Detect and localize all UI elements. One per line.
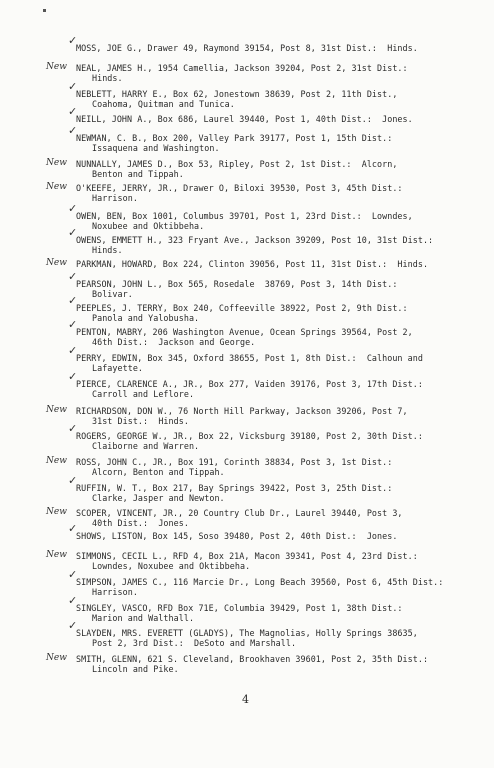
check-mark-icon: ✓ [68,522,78,535]
check-mark-icon: ✓ [68,474,78,487]
entry-name-line: SHOWS, LISTON, Box 145, Soso 39480, Post 2, 40th Dist.: Jones. [76,531,398,541]
entry-name-line: NEWMAN, C. B., Box 200, Valley Park 39177, Post 1, 15th Dist.: [76,133,393,143]
check-mark-icon: ✓ [68,344,78,357]
check-mark-icon: ✓ [68,124,78,137]
entry-name-line: RUFFIN, W. T., Box 217, Bay Springs 39422, Post 3, 25th Dist.: [76,483,393,493]
entry-name-line: ROSS, JOHN C., JR., Box 191, Corinth 38834, Post 3, 1st Dist.: [76,457,393,467]
entry-continuation-line: 31st Dist.: Hinds. [92,416,189,426]
new-annotation: New [46,258,67,268]
entry-name-line: PIERCE, CLARENCE A., JR., Box 277, Vaiden 39176, Post 3, 17th Dist.: [76,379,423,389]
new-annotation: New [46,507,67,517]
new-annotation: New [46,653,67,663]
entry-name-line: PENTON, MABRY, 206 Washington Avenue, Ocean Springs 39564, Post 2, [76,327,413,337]
entry-continuation-line: Lowndes, Noxubee and Oktibbeha. [92,561,251,571]
entry-name-line: SCOPER, VINCENT, JR., 20 Country Club Dr., Laurel 39440, Post 3, [76,508,403,518]
entry-name-line: NUNNALLY, JAMES D., Box 53, Ripley, Post 2, 1st Dist.: Alcorn, [76,159,398,169]
entry-name-line: NEBLETT, HARRY E., Box 62, Jonestown 38639, Post 2, 11th Dist., [76,89,398,99]
new-annotation: New [46,62,67,72]
entry-name-line: PARKMAN, HOWARD, Box 224, Clinton 39056, Post 11, 31st Dist.: Hinds. [76,259,429,269]
entry-name-line: PEEPLES, J. TERRY, Box 240, Coffeeville 38922, Post 2, 9th Dist.: [76,303,408,313]
entry-name-line: O'KEEFE, JERRY, JR., Drawer O, Biloxi 39530, Post 3, 45th Dist.: [76,183,403,193]
list-item [0,370,494,409]
entry-continuation-line: Harrison. [92,587,138,597]
entry-name-line: SLAYDEN, MRS. EVERETT (GLADYS), The Magnolias, Holly Springs 38635, [76,628,418,638]
check-mark-icon: ✓ [68,80,78,93]
entry-name-line: ROGERS, GEORGE W., JR., Box 22, Vicksburg 39180, Post 2, 30th Dist.: [76,431,423,441]
entry-continuation-line: 46th Dist.: Jackson and George. [92,337,256,347]
check-mark-icon: ✓ [68,318,78,331]
entry-name-line: NEILL, JOHN A., Box 686, Laurel 39440, Post 1, 40th Dist.: Jones. [76,114,413,124]
entry-continuation-line: Issaquena and Washington. [92,143,220,153]
check-mark-icon: ✓ [68,422,78,435]
entry-name-line: OWEN, BEN, Box 1001, Columbus 39701, Post 1, 23rd Dist.: Lowndes, [76,211,413,221]
new-annotation: New [46,550,67,560]
entry-continuation-line: Lincoln and Pike. [92,664,179,674]
corner-mark [43,9,46,12]
entry-continuation-line: Post 2, 3rd Dist.: DeSoto and Marshall. [92,638,297,648]
entry-continuation-line: Clarke, Jasper and Newton. [92,493,225,503]
new-annotation: New [46,405,67,415]
entry-continuation-line: Harrison. [92,193,138,203]
check-mark-icon: ✓ [68,294,78,307]
entry-continuation-line: Panola and Yalobusha. [92,313,200,323]
entry-name-line: SIMMONS, CECIL L., RFD 4, Box 21A, Macon 39341, Post 4, 23rd Dist.: [76,551,418,561]
entry-continuation-line: Benton and Tippah. [92,169,184,179]
entry-name-line: SMITH, GLENN, 621 S. Cleveland, Brookhaven 39601, Post 2, 35th Dist.: [76,654,429,664]
entry-continuation-line: Hinds. [92,73,123,83]
entry-continuation-line: Carroll and Leflore. [92,389,195,399]
entry-continuation-line: Coahoma, Quitman and Tunica. [92,99,235,109]
new-annotation: New [46,182,67,192]
check-mark-icon: ✓ [68,370,78,383]
entry-name-line: MOSS, JOE G., Drawer 49, Raymond 39154, Post 8, 31st Dist.: Hinds. [76,43,418,53]
entry-name-line: NEAL, JAMES H., 1954 Camellia, Jackson 39204, Post 2, 31st Dist.: [76,63,408,73]
entry-name-line: OWENS, EMMETT H., 323 Fryant Ave., Jackson 39209, Post 10, 31st Dist.: [76,235,434,245]
entry-name-line: SINGLEY, VASCO, RFD Box 71E, Columbia 39429, Post 1, 38th Dist.: [76,603,403,613]
entry-name-line: PEARSON, JOHN L., Box 565, Rosedale 38769, Post 3, 14th Dist.: [76,279,398,289]
check-mark-icon: ✓ [68,34,78,47]
new-annotation: New [46,158,67,168]
entry-name-line: SIMPSON, JAMES C., 116 Marcie Dr., Long Beach 39560, Post 6, 45th Dist.: [76,577,444,587]
entry-continuation-line: Lafayette. [92,363,144,373]
entry-continuation-line: Bolivar. [92,289,133,299]
list-item [0,654,494,684]
entry-continuation-line: Alcorn, Benton and Tippah. [92,467,225,477]
check-mark-icon: ✓ [68,568,78,581]
entry-continuation-line: Claiborne and Warren. [92,441,200,451]
new-annotation: New [46,456,67,466]
entry-continuation-line: Marion and Walthall. [92,613,195,623]
check-mark-icon: ✓ [68,226,78,239]
check-mark-icon: ✓ [68,105,78,118]
entry-name-line: RICHARDSON, DON W., 76 North Hill Parkway, Jackson 39206, Post 7, [76,406,408,416]
entry-continuation-line: Noxubee and Oktibbeha. [92,221,205,231]
entry-continuation-line: Hinds. [92,245,123,255]
check-mark-icon: ✓ [68,594,78,607]
check-mark-icon: ✓ [68,619,78,632]
page-number: 4 [242,693,249,706]
entry-name-line: PERRY, EDWIN, Box 345, Oxford 38655, Post 1, 8th Dist.: Calhoun and [76,353,423,363]
check-mark-icon: ✓ [68,270,78,283]
check-mark-icon: ✓ [68,202,78,215]
entry-continuation-line: 40th Dist.: Jones. [92,518,189,528]
